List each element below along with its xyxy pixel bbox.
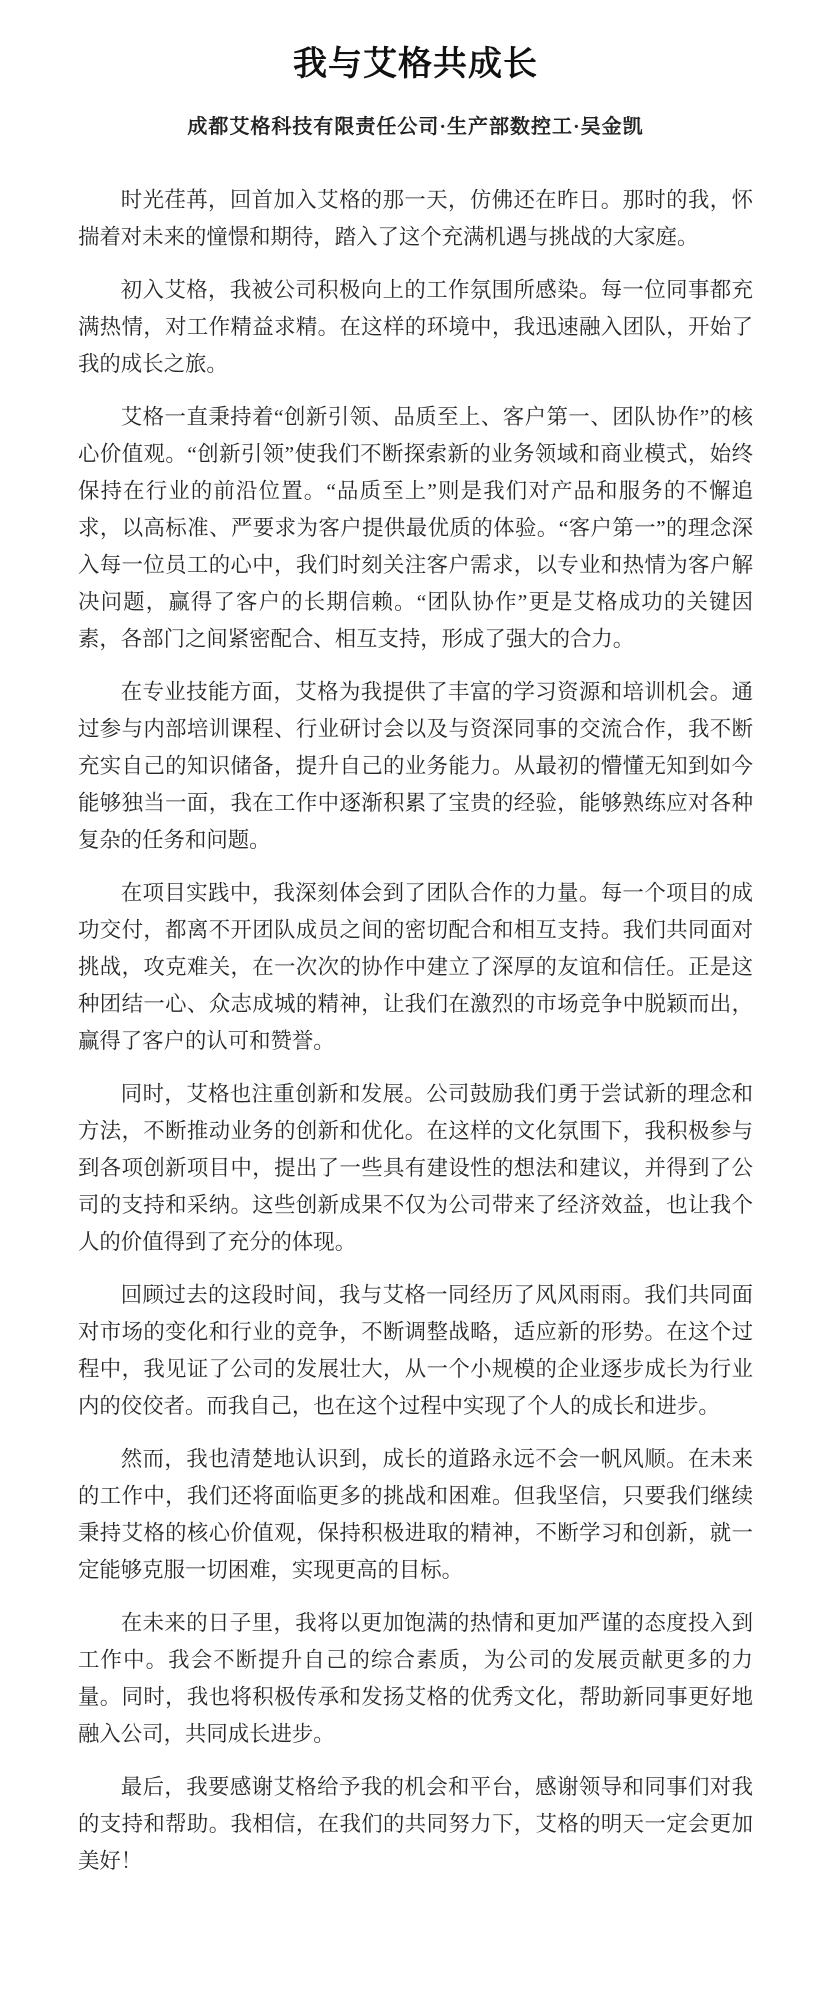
body-paragraph: 然而，我也清楚地认识到，成长的道路永远不会一帆风顺。在未来的工作中，我们还将面临更多的挑战和困难。但我坚信，只要我们继续秉持艾格的核心价值观，保持积极进取的精神，不断学习和创新，就一定能够克服一切困难，实现更高的目标。 — [78, 1447, 753, 1582]
page-title: 我与艾格共成长 — [293, 46, 538, 83]
body-paragraph: 在专业技能方面，艾格为我提供了丰富的学习资源和培训机会。通过参与内部培训课程、行业研讨会以及与资深同事的交流合作，我不断充实自己的知识储备，提升自己的业务能力。从最初的懵懂无知到如今能够独当一面，我在工作中逐渐积累了宝贵的经验，能够熟练应对各种复杂的任务和问题。 — [78, 680, 753, 852]
body-paragraph: 艾格一直秉持着“创新引领、品质至上、客户第一、团队协作”的核心价值观。“创新引领”使我们不断探索新的业务领域和商业模式，始终保持在行业的前沿位置。“品质至上”则是我们对产品和服务的不懈追求，以高标准、严要求为客户提供最优质的体验。“客户第一”的理念深入每一位员工的心中，我们时刻关注客户需求，以专业和热情为客户解决问题，赢得了客户的长期信赖。“团队协作”更是艾格成功的关键因素，各部门之间紧密配合、相互支持，形成了强大的合力。 — [78, 405, 753, 651]
body-paragraph: 在未来的日子里，我将以更加饱满的热情和更加严谨的态度投入到工作中。我会不断提升自己的综合素质，为公司的发展贡献更多的力量。同时，我也将积极传承和发扬艾格的优秀文化，帮助新同事更好地融入公司，共同成长进步。 — [78, 1611, 753, 1746]
body-paragraph: 时光荏苒，回首加入艾格的那一天，仿佛还在昨日。那时的我，怀揣着对未来的憧憬和期待，踏入了这个充满机遇与挑战的大家庭。 — [78, 188, 753, 249]
body-paragraph: 最后，我要感谢艾格给予我的机会和平台，感谢领导和同事们对我的支持和帮助。我相信，在我们的共同努力下，艾格的明天一定会更加美好！ — [78, 1775, 753, 1873]
body-paragraph: 初入艾格，我被公司积极向上的工作氛围所感染。每一位同事都充满热情，对工作精益求精。在这样的环境中，我迅速融入团队，开始了我的成长之旅。 — [78, 278, 753, 376]
article-byline: 成都艾格科技有限责任公司·生产部数控工·吴金凯 — [187, 116, 644, 138]
body-paragraph: 回顾过去的这段时间，我与艾格一同经历了风风雨雨。我们共同面对市场的变化和行业的竞争，不断调整战略，适应新的形势。在这个过程中，我见证了公司的发展壮大，从一个小规模的企业逐步成长为行业内的佼佼者。而我自己，也在这个过程中实现了个人的成长和进步。 — [78, 1283, 753, 1418]
body-paragraph: 在项目实践中，我深刻体会到了团队合作的力量。每一个项目的成功交付，都离不开团队成员之间的密切配合和相互支持。我们共同面对挑战，攻克难关，在一次次的协作中建立了深厚的友谊和信任。正是这种团结一心、众志成城的精神，让我们在激烈的市场竞争中脱颖而出，赢得了客户的认可和赞誉。 — [78, 881, 753, 1053]
body-paragraph: 同时，艾格也注重创新和发展。公司鼓励我们勇于尝试新的理念和方法，不断推动业务的创新和优化。在这样的文化氛围下，我积极参与到各项创新项目中，提出了一些具有建设性的想法和建议，并得到了公司的支持和采纳。这些创新成果不仅为公司带来了经济效益，也让我个人的价值得到了充分的体现。 — [78, 1082, 753, 1254]
article-body — [78, 182, 753, 1880]
